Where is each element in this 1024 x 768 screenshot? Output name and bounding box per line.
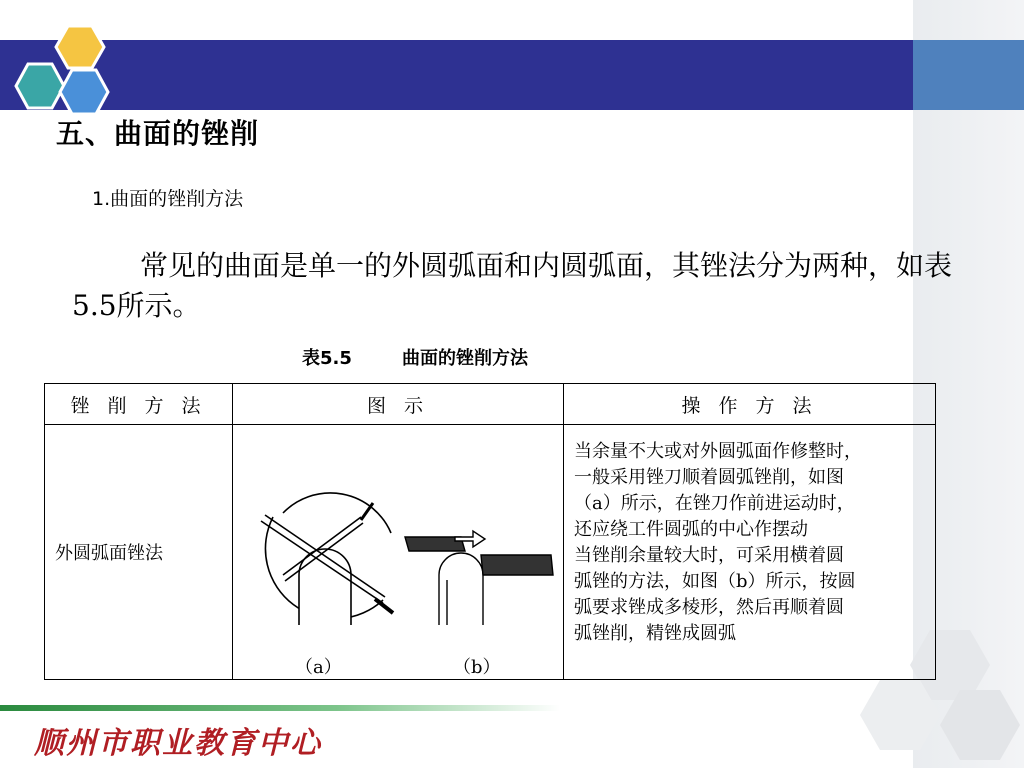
header-figure: 图 示 — [233, 384, 564, 425]
footer-divider — [0, 705, 560, 711]
hexagon-blue — [60, 70, 108, 114]
intro-paragraph: 常见的曲面是单一的外圆弧面和内圆弧面，其锉法分为两种，如表5.5所示。 — [72, 249, 953, 322]
method-table — [44, 383, 936, 680]
header-operation: 操 作 方 法 — [564, 384, 936, 425]
operation-line: 弧锉的方法，如图（b）所示，按圆 — [574, 571, 856, 592]
footer-logo: 顺州市职业教育中心 — [34, 726, 322, 761]
hexagon-logo-icon — [10, 20, 120, 120]
figure-a-drawing — [261, 493, 393, 625]
hexagon-teal — [16, 64, 64, 108]
operation-description — [564, 425, 936, 680]
figure-label-a: （a） — [295, 657, 342, 678]
table-row — [45, 425, 936, 680]
header-method: 锉 削 方 法 — [45, 384, 233, 425]
section-subtitle: 1.曲面的锉削方法 — [92, 188, 244, 210]
operation-line: 弧锉削，精锉成圆弧 — [574, 623, 736, 644]
operation-line: 当锉削余量较大时，可采用横着圆 — [574, 545, 844, 566]
deco-hex-3 — [940, 690, 1020, 760]
hexagon-yellow — [56, 26, 104, 68]
figure-label-b: （b） — [453, 657, 501, 678]
operation-line: 弧要求锉成多棱形，然后再顺着圆 — [574, 597, 844, 618]
figure-b-drawing — [405, 531, 553, 625]
table-header-row — [45, 384, 936, 425]
method-name: 外圆弧面锉法 — [45, 425, 233, 680]
figure-cell — [233, 425, 564, 680]
header-band-accent — [913, 40, 1024, 110]
header-band — [0, 40, 913, 110]
operation-line: 当余量不大或对外圆弧面作修整时， — [574, 441, 862, 462]
slide-title: 五、曲面的锉削 — [56, 117, 260, 150]
operation-line: 一般采用锉刀顺着圆弧锉削，如图 — [574, 467, 844, 488]
table-caption: 表5.5 曲面的锉削方法 — [302, 348, 529, 369]
filing-illustration — [233, 425, 563, 679]
operation-line: 还应绕工件圆弧的中心作摆动 — [574, 519, 808, 540]
operation-line: （a）所示，在锉刀作前进运动时， — [574, 493, 855, 514]
